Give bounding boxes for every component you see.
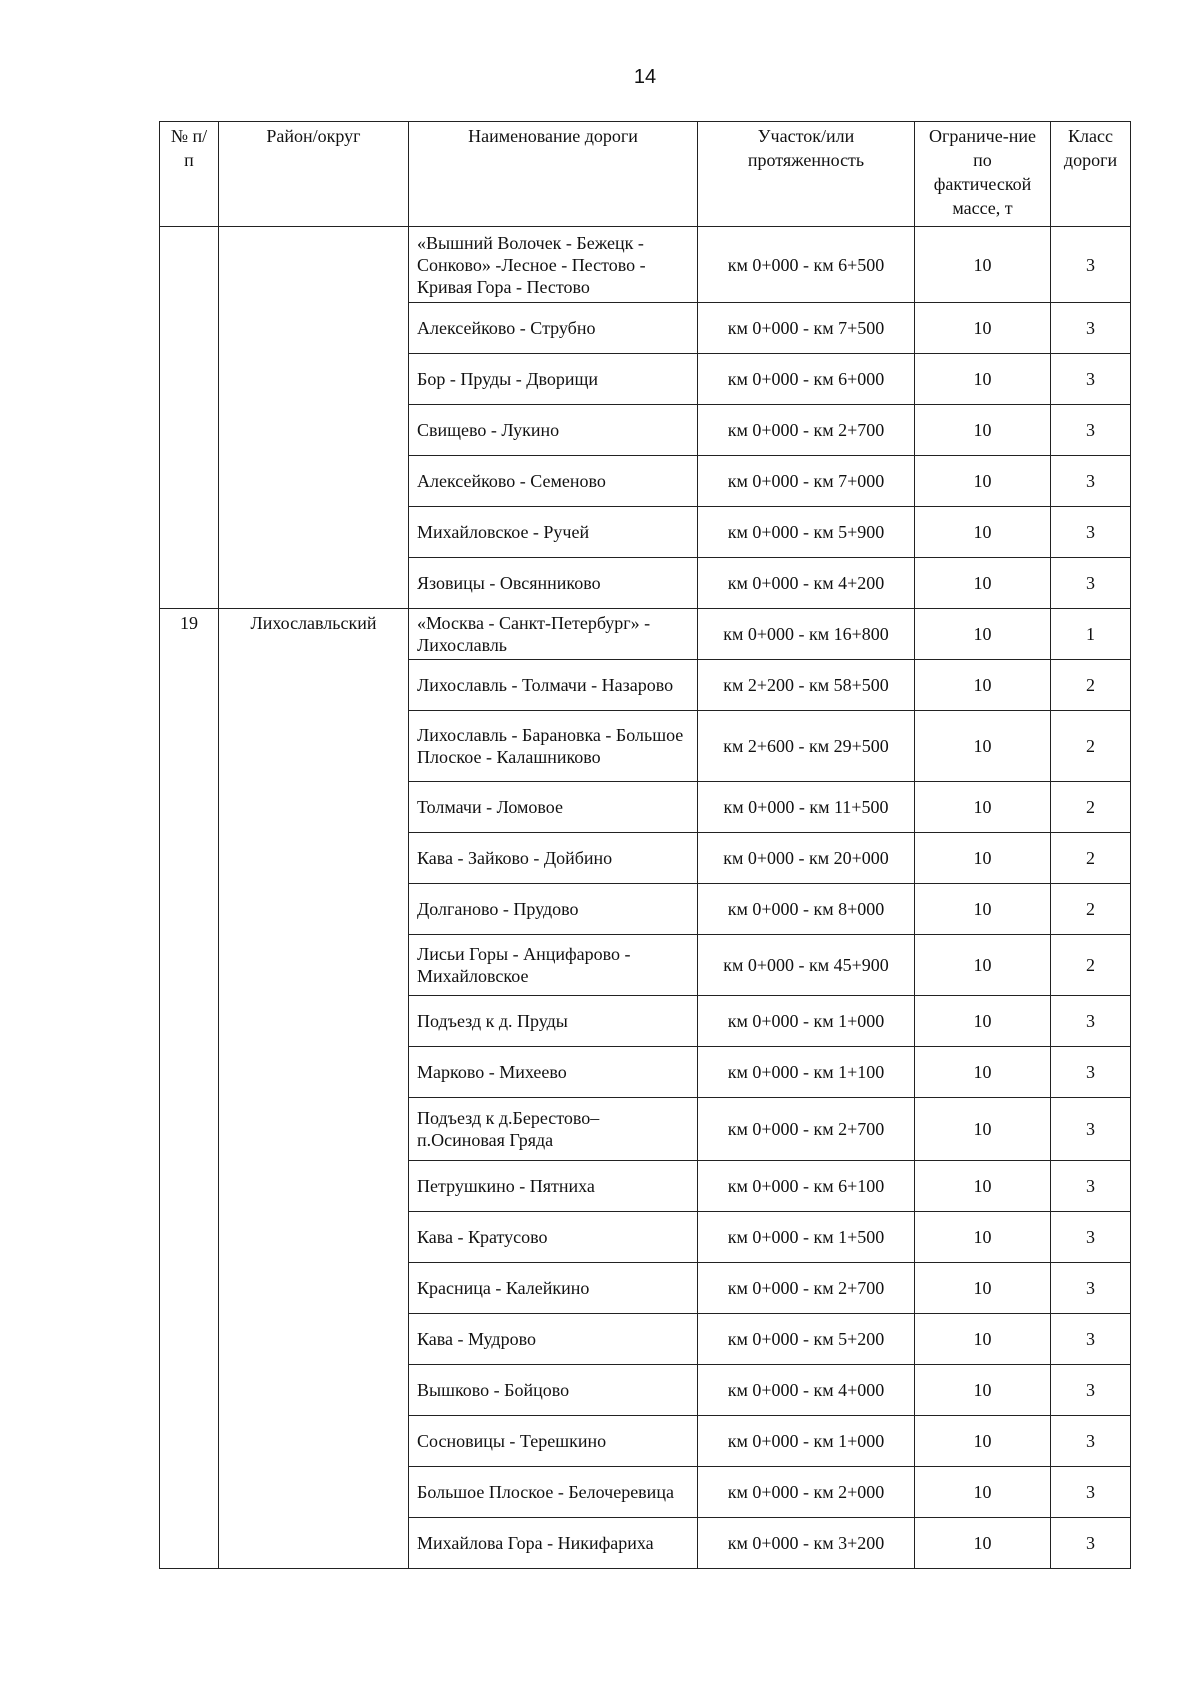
- cell-road-class: 3: [1051, 1365, 1131, 1416]
- header-section: Участок/или протяженность: [698, 122, 915, 227]
- cell-section: км 0+000 - км 1+000: [698, 1416, 915, 1467]
- cell-section: км 0+000 - км 2+000: [698, 1467, 915, 1518]
- cell-road-name: «Москва - Санкт-Петербург» - Лихославль: [409, 609, 698, 660]
- cell-road-class: 3: [1051, 1212, 1131, 1263]
- cell-district: Лихославльский: [219, 609, 409, 1569]
- cell-road-name: Кава - Мудрово: [409, 1314, 698, 1365]
- cell-road-name: Подъезд к д. Пруды: [409, 996, 698, 1047]
- cell-limit: 10: [915, 1365, 1051, 1416]
- cell-road-class: 3: [1051, 996, 1131, 1047]
- cell-limit: 10: [915, 884, 1051, 935]
- cell-limit: 10: [915, 405, 1051, 456]
- cell-road-class: 3: [1051, 1416, 1131, 1467]
- cell-road-name: «Вышний Волочек - Бежецк - Сонково» -Лесное - Пестово - Кривая Гора - Пестово: [409, 227, 698, 303]
- cell-road-class: 2: [1051, 884, 1131, 935]
- cell-road-name: Лисьи Горы - Анцифарово - Михайловское: [409, 935, 698, 996]
- cell-road-name: Свищево - Лукино: [409, 405, 698, 456]
- cell-limit: 10: [915, 303, 1051, 354]
- cell-road-class: 3: [1051, 1047, 1131, 1098]
- cell-road-name: Марково - Михеево: [409, 1047, 698, 1098]
- cell-section: км 0+000 - км 6+000: [698, 354, 915, 405]
- cell-road-name: Кава - Кратусово: [409, 1212, 698, 1263]
- header-limit: Ограниче-ние по фактической массе, т: [915, 122, 1051, 227]
- cell-limit: 10: [915, 833, 1051, 884]
- cell-road-name: Михайлова Гора - Никифариха: [409, 1518, 698, 1569]
- cell-road-class: 3: [1051, 456, 1131, 507]
- cell-road-class: 2: [1051, 782, 1131, 833]
- cell-road-class: 3: [1051, 405, 1131, 456]
- cell-road-name: Вышково - Бойцово: [409, 1365, 698, 1416]
- cell-road-class: 3: [1051, 303, 1131, 354]
- table-body: [160, 227, 1131, 1569]
- cell-limit: 10: [915, 1047, 1051, 1098]
- cell-number: 19: [160, 609, 219, 1569]
- cell-limit: 10: [915, 1263, 1051, 1314]
- cell-limit: 10: [915, 354, 1051, 405]
- cell-limit: 10: [915, 1212, 1051, 1263]
- cell-road-class: 3: [1051, 1467, 1131, 1518]
- cell-road-name: Подъезд к д.Берестово– п.Осиновая Гряда: [409, 1098, 698, 1161]
- cell-section: км 0+000 - км 11+500: [698, 782, 915, 833]
- cell-limit: 10: [915, 1161, 1051, 1212]
- cell-section: км 0+000 - км 1+000: [698, 996, 915, 1047]
- cell-limit: 10: [915, 507, 1051, 558]
- cell-road-name: Петрушкино - Пятниха: [409, 1161, 698, 1212]
- cell-road-class: 2: [1051, 660, 1131, 711]
- cell-section: км 0+000 - км 5+200: [698, 1314, 915, 1365]
- cell-section: км 0+000 - км 6+100: [698, 1161, 915, 1212]
- cell-road-name: Долганово - Прудово: [409, 884, 698, 935]
- header-road-name: Наименование дороги: [409, 122, 698, 227]
- cell-limit: 10: [915, 227, 1051, 303]
- cell-section: км 2+600 - км 29+500: [698, 711, 915, 782]
- cell-district: [219, 227, 409, 609]
- header-road-class: Класс дороги: [1051, 122, 1131, 227]
- cell-limit: 10: [915, 1416, 1051, 1467]
- header-district: Район/округ: [219, 122, 409, 227]
- cell-section: км 0+000 - км 7+500: [698, 303, 915, 354]
- cell-road-class: 3: [1051, 1098, 1131, 1161]
- cell-section: км 0+000 - км 5+900: [698, 507, 915, 558]
- cell-road-name: Алексейково - Семеново: [409, 456, 698, 507]
- cell-road-class: 3: [1051, 227, 1131, 303]
- cell-road-class: 3: [1051, 1263, 1131, 1314]
- cell-road-class: 3: [1051, 1314, 1131, 1365]
- cell-section: км 0+000 - км 2+700: [698, 1098, 915, 1161]
- cell-road-class: 3: [1051, 1161, 1131, 1212]
- cell-road-class: 3: [1051, 558, 1131, 609]
- cell-road-class: 2: [1051, 935, 1131, 996]
- cell-road-name: Лихославль - Барановка - Большое Плоское - Калашниково: [409, 711, 698, 782]
- cell-limit: 10: [915, 456, 1051, 507]
- cell-road-name: Бор - Пруды - Дворищи: [409, 354, 698, 405]
- cell-road-name: Михайловское - Ручей: [409, 507, 698, 558]
- page-number: 14: [633, 66, 657, 88]
- cell-road-name: Кава - Зайково - Дойбино: [409, 833, 698, 884]
- cell-road-class: 3: [1051, 354, 1131, 405]
- cell-section: км 0+000 - км 16+800: [698, 609, 915, 660]
- cell-section: км 0+000 - км 2+700: [698, 1263, 915, 1314]
- cell-road-class: 2: [1051, 833, 1131, 884]
- cell-section: км 0+000 - км 8+000: [698, 884, 915, 935]
- cell-road-name: Толмачи - Ломовое: [409, 782, 698, 833]
- cell-road-class: 1: [1051, 609, 1131, 660]
- cell-road-name: Алексейково - Струбно: [409, 303, 698, 354]
- cell-road-name: Красница - Калейкино: [409, 1263, 698, 1314]
- cell-road-name: Сосновицы - Терешкино: [409, 1416, 698, 1467]
- table-header-row: [160, 122, 1131, 227]
- cell-road-name: Большое Плоское - Белочеревица: [409, 1467, 698, 1518]
- roads-table: [159, 121, 1131, 1569]
- cell-limit: 10: [915, 1098, 1051, 1161]
- table-row: [160, 609, 1131, 660]
- cell-section: км 0+000 - км 20+000: [698, 833, 915, 884]
- cell-section: км 0+000 - км 1+100: [698, 1047, 915, 1098]
- cell-road-name: Лихославль - Толмачи - Назарово: [409, 660, 698, 711]
- cell-road-class: 3: [1051, 507, 1131, 558]
- cell-road-name: Язовицы - Овсянниково: [409, 558, 698, 609]
- table-row: [160, 227, 1131, 303]
- cell-section: км 0+000 - км 45+900: [698, 935, 915, 996]
- cell-section: км 0+000 - км 7+000: [698, 456, 915, 507]
- cell-section: км 0+000 - км 6+500: [698, 227, 915, 303]
- cell-limit: 10: [915, 1314, 1051, 1365]
- cell-limit: 10: [915, 1518, 1051, 1569]
- cell-limit: 10: [915, 711, 1051, 782]
- header-number: № п/п: [160, 122, 219, 227]
- cell-section: км 0+000 - км 4+200: [698, 558, 915, 609]
- cell-limit: 10: [915, 558, 1051, 609]
- cell-section: км 0+000 - км 3+200: [698, 1518, 915, 1569]
- cell-limit: 10: [915, 935, 1051, 996]
- cell-section: км 2+200 - км 58+500: [698, 660, 915, 711]
- cell-limit: 10: [915, 782, 1051, 833]
- cell-section: км 0+000 - км 2+700: [698, 405, 915, 456]
- cell-limit: 10: [915, 609, 1051, 660]
- cell-section: км 0+000 - км 1+500: [698, 1212, 915, 1263]
- cell-road-class: 3: [1051, 1518, 1131, 1569]
- cell-section: км 0+000 - км 4+000: [698, 1365, 915, 1416]
- cell-road-class: 2: [1051, 711, 1131, 782]
- cell-limit: 10: [915, 660, 1051, 711]
- cell-limit: 10: [915, 996, 1051, 1047]
- cell-limit: 10: [915, 1467, 1051, 1518]
- cell-number: [160, 227, 219, 609]
